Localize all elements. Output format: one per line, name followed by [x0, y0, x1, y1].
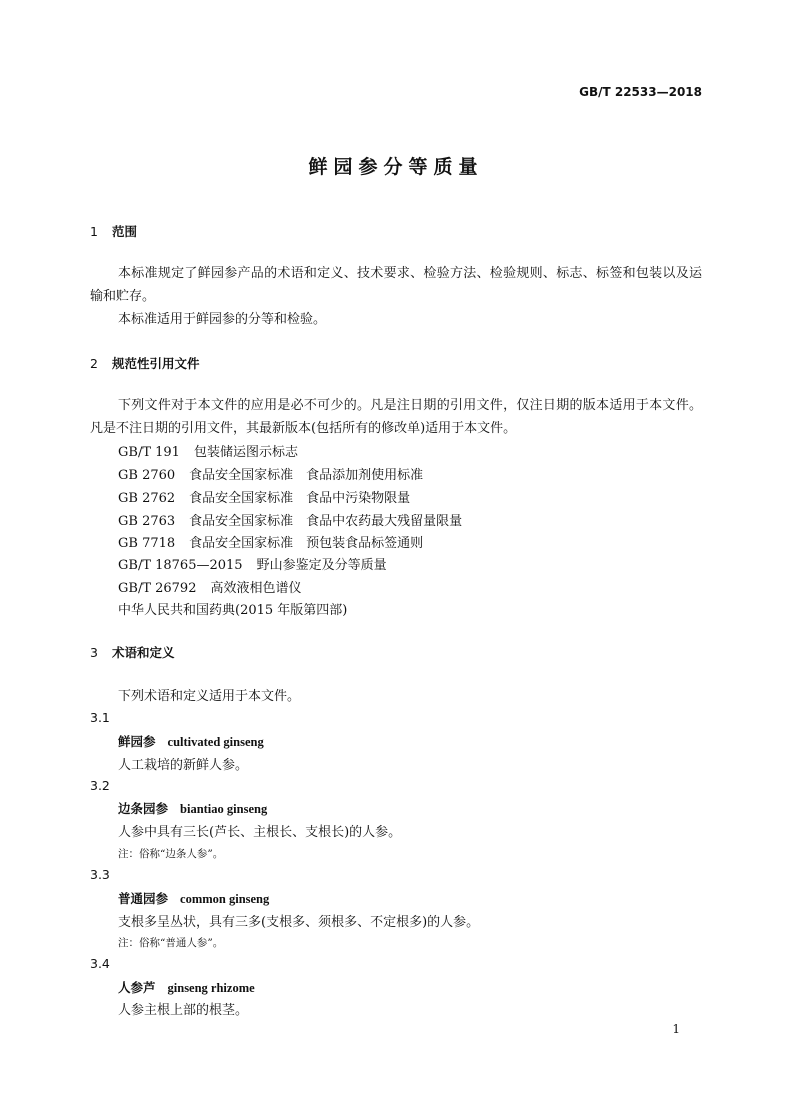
section-title: 术语和定义	[112, 645, 175, 660]
paragraph: 下列文件对于本文件的应用是必不可少的。凡是注日期的引用文件，仅注日期的版本适用于本文件。凡是不注日期的引用文件，其最新版本(包括所有的修改单)适用于本文件。	[90, 398, 702, 436]
reference-item: GB 2763 食品安全国家标准 食品中农药最大残留量限量	[118, 514, 463, 529]
term-heading: 鲜园参 cultivated ginseng	[118, 734, 264, 749]
reference-item: GB/T 26792 高效液相色谱仪	[118, 581, 302, 596]
section-number: 1	[90, 224, 98, 239]
paragraph: 本标准规定了鲜园参产品的术语和定义、技术要求、检验方法、检验规则、标志、标签和包装以及运输和贮存。	[90, 266, 702, 304]
section-title: 规范性引用文件	[112, 356, 200, 371]
term-number: 3.3	[90, 867, 110, 882]
reference-item: 中华人民共和国药典(2015 年版第四部)	[118, 603, 348, 618]
paragraph: 本标准适用于鲜园参的分等和检验。	[118, 312, 327, 327]
term-number: 3.4	[90, 956, 110, 971]
term-heading: 人参芦 ginseng rhizome	[118, 980, 255, 995]
reference-item: GB 2762 食品安全国家标准 食品中污染物限量	[118, 491, 411, 506]
reference-item: GB 7718 食品安全国家标准 预包装食品标签通则	[118, 536, 424, 551]
term-note: 注：俗称“边条人参”。	[118, 848, 224, 860]
reference-item: GB/T 18765—2015 野山参鉴定及分等质量	[118, 558, 387, 573]
term-note: 注：俗称“普通人参”。	[118, 937, 224, 949]
section-number: 3	[90, 645, 98, 660]
term-heading: 边条园参 biantiao ginseng	[118, 801, 268, 816]
section-2-heading	[90, 354, 200, 372]
section-2-body	[90, 394, 702, 440]
term-definition: 支根多呈丛状，具有三多(支根多、须根多、不定根多)的人参。	[118, 915, 480, 930]
section-1-heading	[90, 222, 137, 240]
page-title: 鲜园参分等质量	[308, 156, 484, 178]
standard-code: GB/T 22533—2018	[579, 85, 702, 99]
term-definition: 人参中具有三长(芦长、主根长、支根长)的人参。	[118, 825, 402, 840]
page-number: 1	[672, 1022, 680, 1036]
term-definition: 人工栽培的新鲜人参。	[118, 758, 249, 773]
reference-item: GB/T 191 包装储运图示标志	[118, 445, 298, 460]
term-number: 3.1	[90, 710, 110, 725]
term-number: 3.2	[90, 778, 110, 793]
section-3-heading	[90, 643, 175, 661]
reference-item: GB 2760 食品安全国家标准 食品添加剂使用标准	[118, 468, 424, 483]
section-number: 2	[90, 356, 98, 371]
paragraph: 下列术语和定义适用于本文件。	[118, 689, 301, 704]
term-definition: 人参主根上部的根茎。	[118, 1003, 249, 1018]
section-title: 范围	[112, 224, 138, 239]
section-1-body	[90, 262, 702, 331]
term-heading: 普通园参 common ginseng	[118, 891, 270, 906]
